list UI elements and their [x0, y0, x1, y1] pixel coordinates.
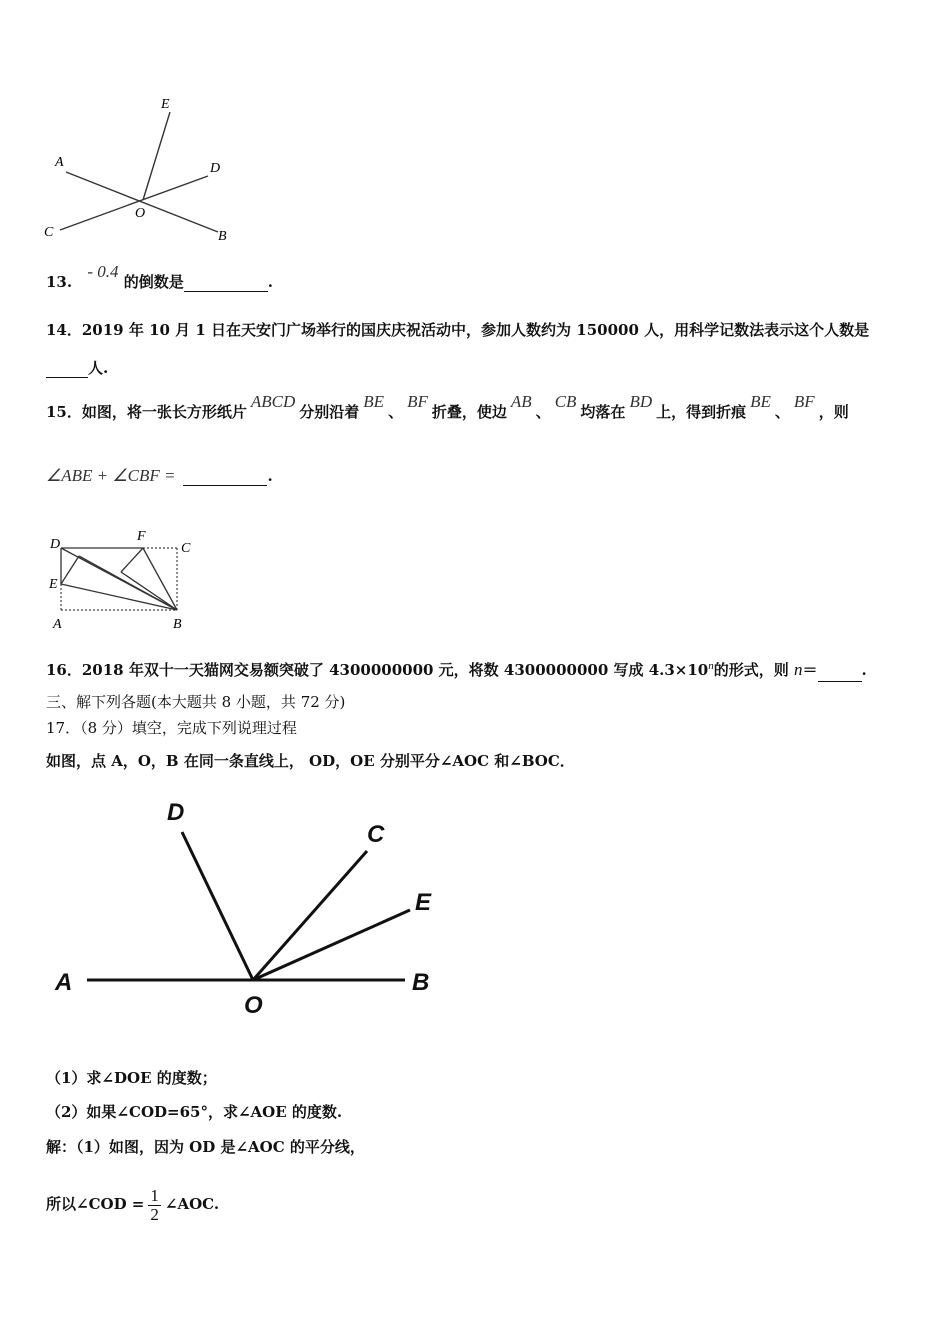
fraction-one-half — [148, 1187, 161, 1224]
fold-e — [61, 556, 79, 584]
question-17-sub-1 — [46, 1068, 217, 1088]
figure-folded-rectangle — [45, 522, 215, 634]
crease-be — [61, 584, 177, 610]
line-cd — [60, 176, 208, 230]
q15-bf: BF — [407, 392, 428, 411]
figure-intersecting-lines — [30, 90, 250, 250]
q15-be2: BE — [750, 392, 771, 411]
q13-expression: - 0.4 — [87, 262, 119, 281]
question-17-sub-2 — [46, 1102, 342, 1122]
figure-angle-bisectors — [45, 790, 465, 1030]
ray-oe — [253, 910, 410, 980]
question-14-line-2 — [46, 358, 108, 378]
question-14-line-1 — [46, 320, 869, 340]
question-15-line-1 — [46, 392, 849, 422]
fig1-label-e: E — [161, 97, 170, 112]
fig3-label-d: D — [167, 799, 185, 826]
fig1-label-o: O — [135, 206, 146, 221]
q15-answer-blank[interactable] — [183, 469, 267, 486]
q16-exponent: n — [708, 660, 714, 672]
fig2-label-a: A — [53, 617, 62, 632]
fold-f — [121, 548, 143, 572]
q15-text-4: 上，得到折痕 — [656, 403, 747, 421]
fraction-denominator: 2 — [150, 1204, 159, 1224]
q13-number: 13. — [46, 273, 73, 291]
q16-text: 16．2018 年双十一天猫网交易额突破了 4300000000 元，将数 4300000000 写成 4.3×10 — [46, 661, 709, 679]
q14-end: 人. — [88, 359, 109, 377]
fig1-label-c: C — [44, 225, 54, 240]
fig2-label-e: E — [49, 577, 58, 592]
q13-answer-blank[interactable] — [184, 275, 268, 292]
q15-end: . — [267, 467, 273, 485]
q17-sol2-pre: 所以∠COD = — [46, 1195, 145, 1213]
q15-sep-2: 、 — [535, 403, 551, 421]
fig1-label-b: B — [218, 229, 227, 244]
q15-be: BE — [363, 392, 385, 411]
q16-end: . — [861, 661, 867, 679]
q16-mid: 的形式，则 — [713, 661, 794, 679]
fig1-label-a: A — [55, 155, 64, 170]
q15-cb: CB — [554, 392, 577, 411]
fig2-label-d: D — [50, 537, 61, 552]
fig2-label-f: F — [137, 529, 146, 544]
fig3-label-c: C — [367, 821, 385, 848]
question-17-solution-2 — [46, 1182, 219, 1226]
q15-bd: BD — [629, 392, 653, 411]
question-17-title — [46, 718, 297, 738]
fraction-numerator: 1 — [150, 1185, 159, 1205]
fig2-label-b: B — [173, 617, 182, 632]
q17-sol1-text: 解：（1）如图，因为 OD 是∠AOC 的平分线， — [46, 1138, 365, 1156]
fig3-label-o: O — [244, 992, 263, 1019]
fig3-label-e: E — [415, 889, 432, 916]
q16-variable: n — [793, 660, 803, 679]
ray-od — [182, 832, 253, 980]
q14-answer-blank[interactable] — [46, 361, 88, 378]
question-16 — [46, 660, 867, 682]
question-13 — [46, 262, 273, 292]
fig3-label-b: B — [412, 969, 430, 996]
q15-formula: ∠ABE + ∠CBF = — [46, 466, 176, 485]
q17-sol2-post: ∠AOC. — [164, 1195, 220, 1213]
q15-text-3: 均落在 — [580, 403, 626, 421]
q16-eq: ＝ — [802, 661, 818, 679]
q15-sep-1: 、 — [388, 403, 404, 421]
question-15-line-2 — [46, 466, 273, 486]
fig1-label-d: D — [210, 161, 221, 176]
q13-text: 的倒数是 — [123, 273, 184, 291]
q15-number: 15．如图，将一张长方形纸片 — [46, 403, 247, 421]
q16-answer-blank[interactable] — [818, 665, 862, 682]
q17-desc-text: 如图，点 A，O，B 在同一条直线上， OD，OE 分别平分∠AOC 和∠BOC． — [46, 752, 575, 770]
q15-ab: AB — [510, 392, 532, 411]
q17-sub2-text: （2）如果∠COD=65°，求∠AOE 的度数. — [46, 1103, 343, 1121]
question-17-desc — [46, 751, 575, 771]
q15-sep-3: 、 — [774, 403, 790, 421]
q15-text-1: 分别沿着 — [299, 403, 360, 421]
fig2-label-c: C — [181, 541, 191, 556]
q17-title-text: 17．（8 分）填空，完成下列说理过程 — [46, 719, 297, 737]
q15-text-2: 折叠，使边 — [431, 403, 507, 421]
section-3-text: 三、解下列各题(本大题共 8 小题，共 72 分) — [46, 693, 346, 711]
q14-text: 14．2019 年 10 月 1 日在天安门广场举行的国庆庆祝活动中，参加人数约为 150000 人，用科学记数法表示这个人数是 — [46, 321, 870, 339]
ray-oe — [143, 112, 170, 200]
fig3-label-a: A — [55, 969, 73, 996]
q15-rect: ABCD — [250, 392, 296, 411]
ray-oc — [253, 851, 367, 980]
q15-text-5: ，则 — [818, 403, 849, 421]
section-3-heading — [46, 692, 345, 712]
q13-end: . — [267, 273, 273, 291]
q17-sub1-text: （1）求∠DOE 的度数； — [46, 1069, 217, 1087]
q15-bf2: BF — [793, 392, 815, 411]
question-17-solution-1 — [46, 1137, 365, 1157]
